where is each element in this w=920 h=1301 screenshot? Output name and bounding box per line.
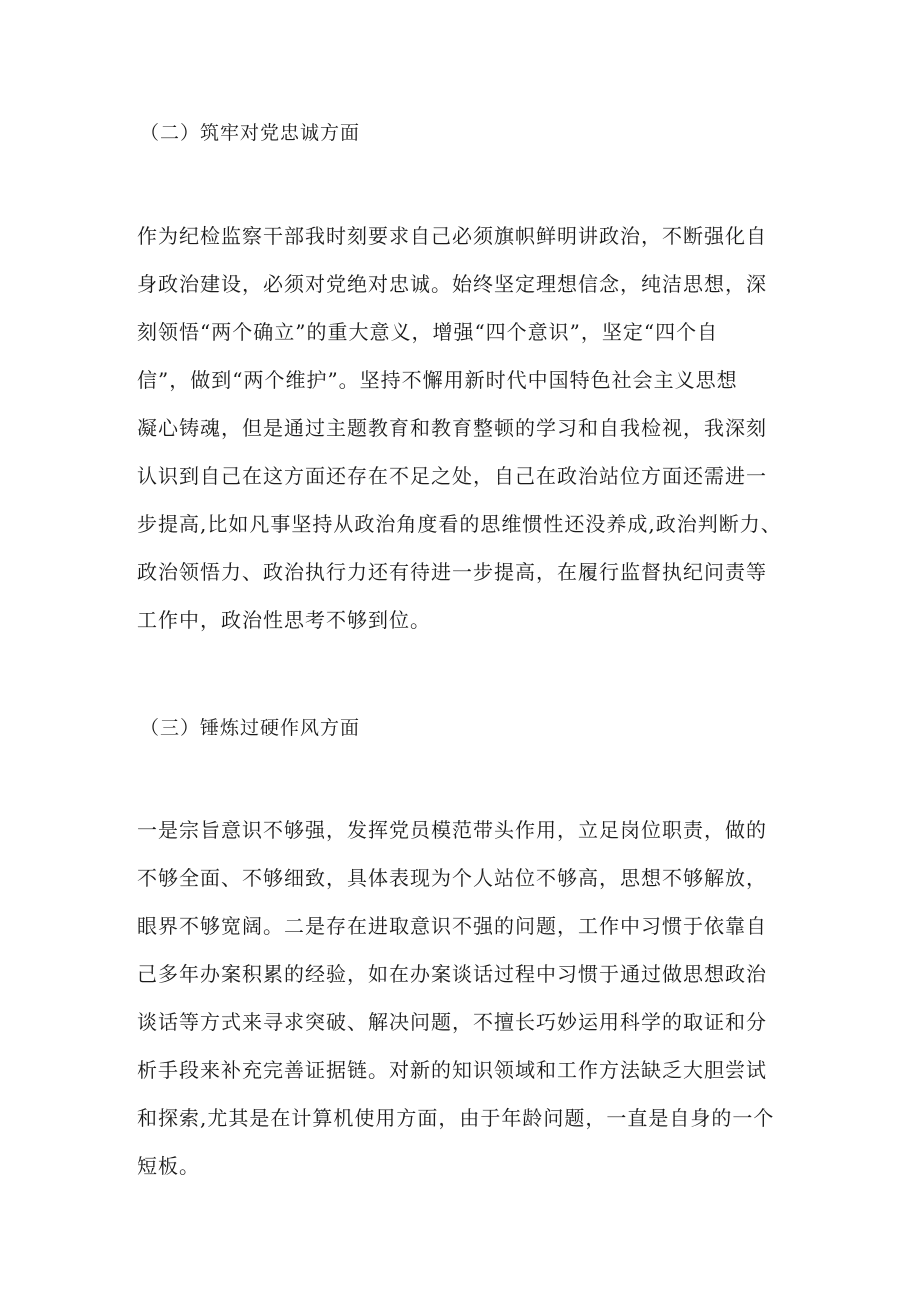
- paragraph-line: 作为纪检监察干部我时刻要求自己必须旗帜鲜明讲政治，不断强化自: [137, 224, 767, 248]
- paragraph-line: 步提高,比如凡事坚持从政治角度看的思维惯性还没养成,政治判断力、: [137, 512, 782, 536]
- paragraph-line: 不够全面、不够细致，具体表现为个人站位不够高，思想不够解放，: [137, 866, 767, 890]
- paragraph-line: 一是宗旨意识不够强，发挥党员模范带头作用，立足岗位职责，做的: [137, 818, 767, 842]
- paragraph-line: 析手段来补充完善证据链。对新的知识领域和工作方法缺乏大胆尝试: [137, 1058, 767, 1082]
- paragraph-line: 己多年办案积累的经验，如在办案谈话过程中习惯于通过做思想政治: [137, 962, 767, 986]
- paragraph-line: 认识到自己在这方面还存在不足之处，自己在政治站位方面还需进一: [137, 464, 767, 488]
- section-heading-3: （三）锤炼过硬作风方面: [140, 717, 361, 739]
- paragraph-line: 政治领悟力、政治执行力还有待进一步提高，在履行监督执纪问责等: [137, 560, 767, 584]
- paragraph-line: 刻领悟“两个确立”的重大意义，增强“四个意识”，坚定“四个自: [137, 320, 719, 344]
- section-heading-2: （二）筑牢对党忠诚方面: [140, 122, 361, 144]
- paragraph-line: 身政治建设，必须对党绝对忠诚。始终坚定理想信念，纯洁思想，深: [137, 272, 767, 296]
- paragraph-line: 短板。: [137, 1154, 200, 1178]
- section-paragraph-loyalty: [137, 212, 797, 644]
- paragraph-line: 谈话等方式来寻求突破、解决问题，不擅长巧妙运用科学的取证和分: [137, 1010, 767, 1034]
- paragraph-line: 和探索,尤其是在计算机使用方面，由于年龄问题，一直是自身的一个: [137, 1106, 775, 1130]
- paragraph-line: 工作中，政治性思考不够到位。: [137, 608, 431, 632]
- paragraph-line: 信”，做到“两个维护”。坚持不懈用新时代中国特色社会主义思想: [137, 368, 738, 392]
- paragraph-line: 眼界不够宽阔。二是存在进取意识不强的问题，工作中习惯于依靠自: [137, 914, 767, 938]
- paragraph-line: 凝心铸魂，但是通过主题教育和教育整顿的学习和自我检视，我深刻: [137, 416, 767, 440]
- section-paragraph-style: [137, 806, 797, 1190]
